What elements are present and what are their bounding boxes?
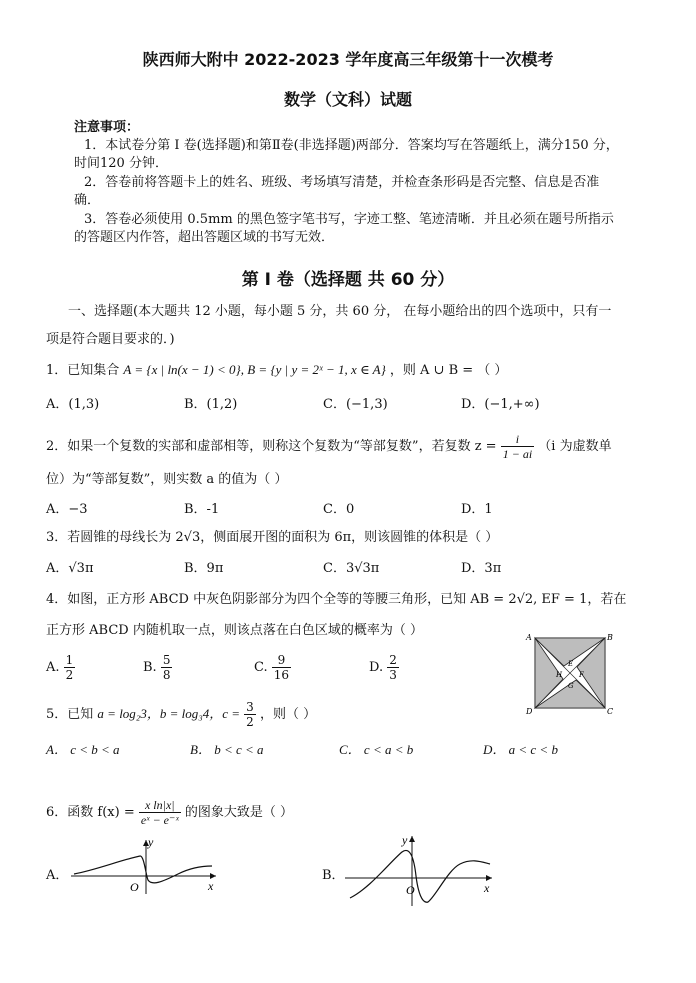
q6-option-b-graph[interactable] (340, 830, 500, 910)
q2-option-c[interactable]: C．0 (323, 502, 355, 517)
q4-square-figure (520, 630, 620, 716)
q4-option-d[interactable] (369, 650, 399, 686)
q3-option-a[interactable]: A．√3π (46, 561, 94, 576)
q2-line-2: 位）为“等部复数”，则实数 a 的值为（ ） (46, 472, 288, 487)
q3-option-d[interactable]: D．3π (461, 561, 502, 576)
q5-c-num: 3 (246, 700, 254, 714)
q6-fraction (139, 798, 181, 827)
q6-denominator: eˣ − e⁻ˣ (140, 813, 179, 827)
q4-d-den: 3 (389, 668, 397, 682)
question-4-line-1: 4．如图，正方形 ABCD 中灰色阴影部分为四个全等的等腰三角形，已知 AB = 2√2, EF = 1，若在 (46, 592, 627, 607)
fig-label-h: H (556, 671, 563, 679)
q4-a-fraction (64, 653, 76, 682)
q2-fraction (501, 432, 534, 461)
q2-numerator: i (501, 432, 534, 447)
q4-c-fraction (272, 653, 291, 682)
q5-option-c[interactable]: C． c < a < b (339, 742, 414, 757)
q4-option-a[interactable] (46, 650, 75, 686)
fig-label-f: F (579, 671, 584, 679)
q4-b-num: 5 (162, 653, 171, 667)
q6-b-origin-label: O (406, 883, 415, 897)
q1-option-a[interactable]: A．(1,3) (46, 397, 100, 412)
q2-denominator: 1 − ai (502, 447, 533, 461)
q2-option-a[interactable]: A．−3 (46, 502, 88, 517)
section-title: 第 I 卷（选择题 共 60 分） (241, 270, 455, 290)
q1-option-c[interactable]: C．(−1,3) (323, 397, 388, 412)
q5-c-fraction (244, 700, 256, 729)
q1-prefix: 1．已知集合 (46, 363, 120, 378)
exam-subtitle: 数学（文科）试题 (283, 90, 412, 109)
q4-a-label: A. (46, 660, 60, 675)
q4-b-label: B. (143, 660, 157, 675)
q2-option-d[interactable]: D．1 (461, 502, 493, 517)
q5-option-d[interactable]: D． a < c < b (483, 742, 558, 757)
q1-suffix: ，则 A ∪ B = （ ） (389, 363, 508, 378)
intro-line-2: 项是符合题目要求的．) (46, 332, 175, 347)
q4-option-c[interactable] (254, 650, 291, 686)
q5-suffix: ，则（ ） (259, 707, 317, 722)
fig-label-b: B (607, 633, 613, 642)
q4-d-label: D. (369, 660, 384, 675)
q6-numerator: x ln|x| (139, 798, 181, 813)
q6-option-a-label[interactable]: A． (46, 868, 69, 883)
q4-a-den: 2 (65, 668, 74, 682)
q6-prefix: 6．函数 f(x) = (46, 805, 135, 820)
q4-c-label: C. (254, 660, 268, 675)
q6-option-a-graph[interactable] (66, 834, 226, 896)
q4-option-b[interactable] (143, 650, 172, 686)
question-5 (46, 698, 316, 730)
q4-c-num: 9 (272, 653, 291, 668)
intro-line-1: 一、选择题(本大题共 12 小题，每小题 5 分，共 60 分， 在每小题给出的四个选项中，只有一 (68, 304, 612, 319)
fig-label-d: D (526, 707, 533, 716)
note-3: 3．答卷必须使用 0.5mm 的黑色签字笔书写，字迹工整、笔迹清晰．并且必须在题号所指示 (84, 212, 614, 227)
q6-b-y-label: y (402, 833, 408, 847)
fig-label-e: E (568, 660, 574, 668)
q1-option-b[interactable]: B．(1,2) (184, 397, 238, 412)
q4-c-den: 16 (273, 668, 290, 682)
notes-label: 注意事项： (74, 120, 140, 135)
question-1 (46, 361, 507, 380)
q6-suffix: 的图象大致是（ ） (184, 805, 293, 820)
q5-option-a[interactable]: A． c < b < a (46, 742, 120, 757)
q6-option-b-label[interactable]: B． (322, 868, 345, 883)
q1-sets: A = {x | ln(x − 1) < 0}, B = {y | y = 2ˣ − 1, x ∈ A} (123, 362, 386, 377)
q4-a-num: 1 (65, 653, 74, 667)
q5-c-den: 2 (246, 715, 254, 729)
q3-option-b[interactable]: B．9π (184, 561, 224, 576)
q2-option-b[interactable]: B．-1 (184, 502, 220, 517)
q5-prefix: 5．已知 (46, 707, 94, 722)
q6-a-y-label: y (148, 835, 154, 849)
q4-b-den: 8 (162, 668, 171, 682)
question-2 (46, 432, 612, 462)
q1-option-d[interactable]: D．(−1,+∞) (461, 397, 540, 412)
note-1: 1．本试卷分第 I 卷(选择题)和第Ⅱ卷(非选择题)两部分．答案均写在答题纸上，满分150 分， (84, 138, 619, 153)
question-3: 3．若圆锥的母线长为 2√3，侧面展开图的面积为 6π，则该圆锥的体积是（ ） (46, 530, 499, 545)
note-2: 2．答卷前将答题卡上的姓名、班级、考场填写清楚，并检查条形码是否完整、信息是否准 (84, 175, 600, 190)
q6-a-x-label: x (208, 879, 214, 893)
note-3-cont: 的答题区内作答，超出答题区域的书写无效． (74, 230, 335, 245)
q5-expr: a = log₂3，b = log₃4，c = (97, 706, 241, 721)
fig-label-a: A (526, 633, 532, 642)
q2-prefix: 2．如果一个复数的实部和虚部相等，则称这个复数为“等部复数”，若复数 z = (46, 439, 497, 454)
q5-option-b[interactable]: B． b < c < a (190, 742, 264, 757)
question-6 (46, 795, 293, 831)
q4-d-num: 2 (389, 653, 397, 667)
note-2-cont: 确． (74, 193, 101, 208)
note-1-cont: 时间120 分钟． (74, 156, 168, 171)
q3-option-c[interactable]: C．3√3π (323, 561, 380, 576)
q6-b-x-label: x (484, 881, 490, 895)
q6-a-origin-label: O (130, 880, 139, 894)
q4-d-fraction (387, 653, 399, 682)
question-4-line-2: 正方形 ABCD 内随机取一点，则该点落在白色区域的概率为（ ） (46, 623, 423, 638)
q4-b-fraction (161, 653, 173, 682)
fig-label-c: C (607, 707, 614, 716)
fig-label-g: G (568, 682, 574, 690)
exam-title: 陕西师大附中 2022-2023 学年度高三年级第十一次模考 (142, 50, 554, 69)
q2-suffix: （i 为虚数单 (538, 439, 612, 454)
